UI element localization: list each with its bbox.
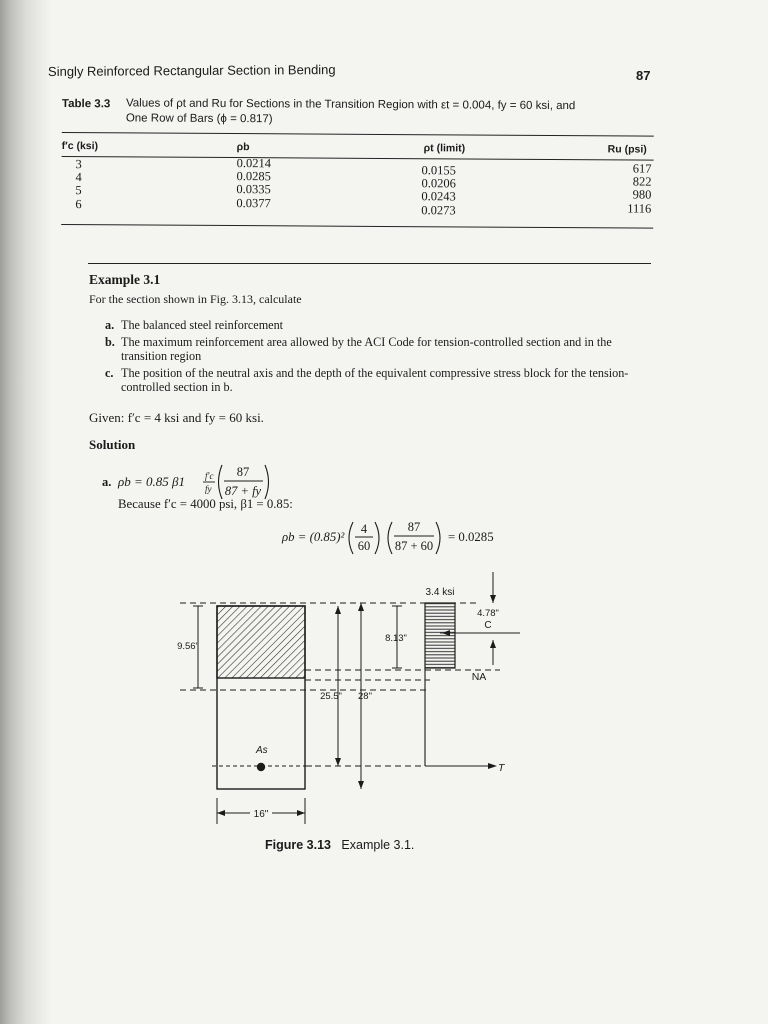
neutral-axis-label: NA — [471, 671, 487, 683]
table-col-fc — [75, 158, 82, 211]
table-cell: 0.0243 — [421, 189, 456, 204]
table-caption — [126, 96, 656, 129]
table-cell: 5 — [75, 183, 82, 198]
stress-block — [425, 603, 455, 668]
steel-bar-icon — [257, 763, 265, 771]
dimension-28: 28" — [358, 691, 372, 702]
table-col-rho-b — [236, 157, 271, 210]
table-3-3 — [61, 96, 658, 236]
list-item-text: The maximum reinforcement area allowed by the ACI Code for tension-controlled section and in the transition region — [121, 334, 612, 363]
formula-fc-over-fy: f′c — [205, 471, 214, 481]
because-line: Because f′c = 4000 psi, β1 = 0.85: — [118, 497, 293, 511]
table-header-rho-t: ρt (limit) — [423, 142, 466, 155]
dimension-4-78: 4.78" — [477, 608, 499, 619]
table-cell: 4 — [75, 170, 82, 185]
dimension-9-56: 9.56" — [177, 641, 199, 652]
table-header-rho-b: ρb — [236, 141, 250, 154]
steel-area-label: As — [256, 745, 268, 756]
formula-denominator: 87 + fy — [224, 484, 262, 498]
table-cell: 617 — [632, 161, 652, 176]
table-header-ru: Ru (psi) — [607, 143, 647, 156]
list-item — [105, 335, 653, 364]
figure-caption — [265, 838, 414, 852]
list-item-text: The balanced steel reinforcement — [121, 318, 284, 332]
formula-lhs: ρb = 0.85 β1 — [118, 474, 185, 489]
example-title: Example 3.1 — [89, 272, 161, 287]
table-cell: 3 — [75, 157, 82, 172]
solution-part-marker: a. — [102, 475, 112, 489]
solution-equations — [0, 455, 768, 555]
dimension-16: 16" — [253, 809, 269, 820]
table-col-rho-t — [421, 164, 456, 217]
example-intro: For the section shown in Fig. 3.13, calculate — [89, 292, 302, 306]
calc-frac1-num: 4 — [360, 522, 368, 536]
given-values: Given: f′c = 4 ksi and fy = 60 ksi. — [89, 410, 264, 425]
calc-frac2-num: 87 — [407, 520, 421, 534]
table-cell: 0.0273 — [421, 202, 456, 218]
list-marker: c. — [105, 365, 114, 380]
table-cell: 6 — [75, 196, 82, 211]
list-item-text: The position of the neutral axis and the depth of the equivalent compressive stress block for the tension-controlled section in b. — [121, 365, 629, 394]
table-top-rule — [62, 132, 654, 137]
list-marker: b. — [105, 334, 115, 349]
table-cell: 1116 — [627, 201, 652, 216]
table-caption-line2: One Row of Bars (ϕ = 0.817) — [125, 112, 273, 126]
table-bottom-rule — [61, 224, 653, 229]
calc-frac2-den: 87 + 60 — [394, 539, 434, 553]
table-cell: 980 — [632, 187, 652, 203]
table-col-ru — [613, 162, 651, 215]
list-item — [105, 318, 653, 333]
tension-force-label: T — [498, 762, 505, 774]
table-cell: 0.0335 — [236, 182, 271, 197]
svg-text:fy: fy — [205, 484, 212, 494]
table-cell: 822 — [632, 174, 652, 189]
dimension-8-13: 8.13" — [385, 633, 407, 644]
example-task-list — [105, 318, 653, 397]
table-caption-line1: Values of ρt and Ru for Sections in the Transition Region with εt = 0.004, fy = 60 ksi, and — [125, 97, 576, 113]
table-header-fc: f′c (ksi) — [61, 139, 99, 153]
table-cell: 0.0214 — [236, 156, 272, 171]
table-cell: 0.0206 — [421, 176, 456, 191]
dimension-25-5: 25.5" — [320, 691, 342, 702]
table-label: Table 3.3 — [61, 97, 111, 111]
example-top-rule — [88, 263, 651, 264]
calc-lhs: ρb = (0.85)² — [282, 530, 345, 544]
beam-cross-section — [217, 606, 305, 789]
formula-numerator: 87 — [236, 465, 250, 479]
table-header-rule — [62, 156, 654, 161]
table-cell: 0.0285 — [236, 169, 271, 184]
page-number: 87 — [636, 68, 651, 83]
compression-block-hatch — [217, 606, 305, 678]
figure-caption-text: Example 3.1. — [341, 838, 415, 852]
calc-result: = 0.0285 — [448, 530, 494, 544]
compression-force-label: C — [484, 620, 492, 631]
running-head-title: Singly Reinforced Rectangular Section in Bending — [47, 61, 336, 79]
table-cell: 0.0377 — [236, 195, 271, 210]
solution-heading: Solution — [89, 437, 136, 452]
list-marker: a. — [105, 318, 115, 332]
tension-arrow-icon — [488, 763, 497, 769]
figure-caption-label: Figure 3.13 — [265, 838, 331, 852]
list-item — [105, 366, 653, 395]
calc-frac1-den: 60 — [357, 539, 371, 553]
table-cell: 0.0155 — [421, 163, 456, 178]
stress-label: 3.4 ksi — [425, 587, 455, 598]
figure-3-13 — [0, 570, 768, 840]
